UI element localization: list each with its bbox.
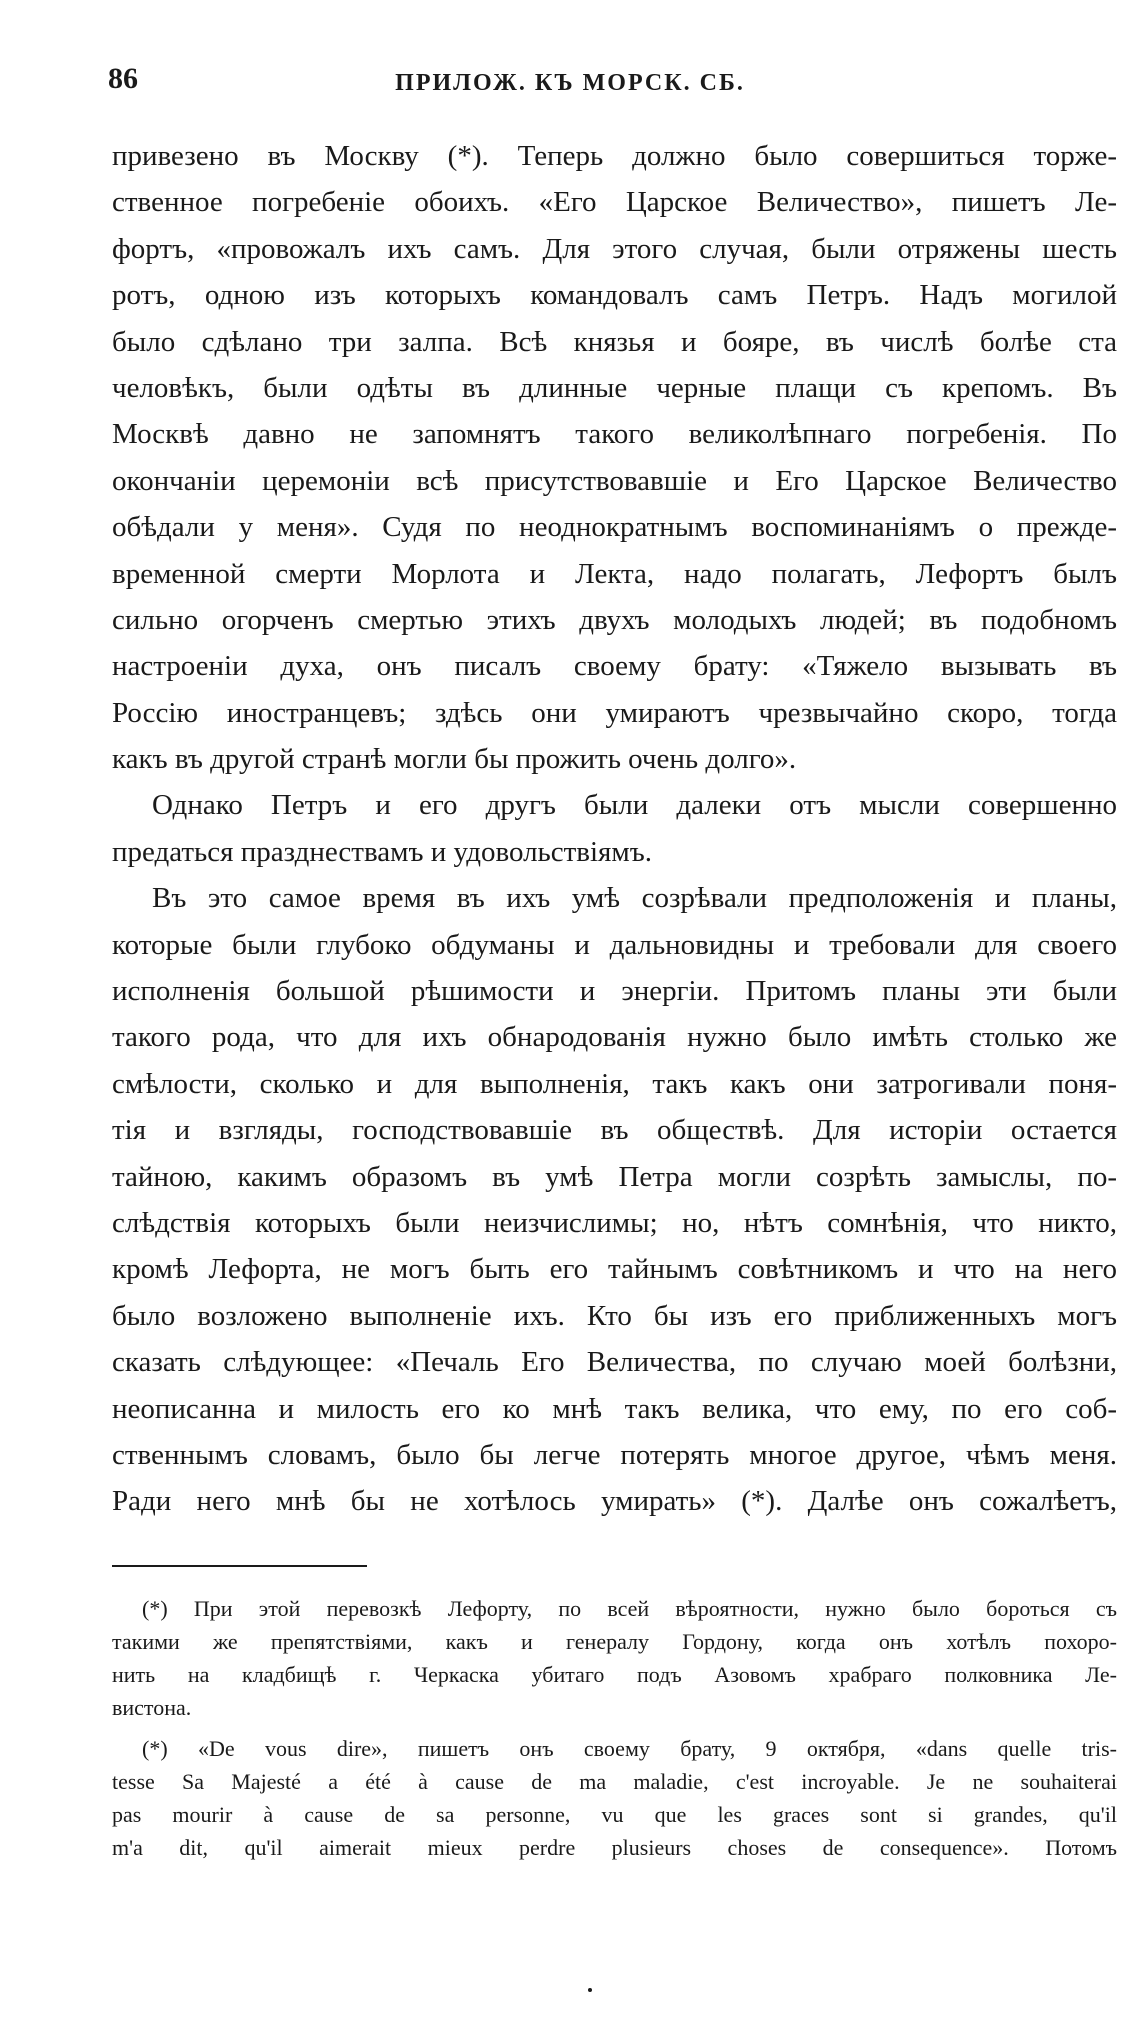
text-line: слѣдствія которыхъ были неизчислимы; но, нѣтъ сомнѣнія, что никто, (112, 1206, 1117, 1239)
text-line: такого рода, что для ихъ обнародованія нужно было имѣть столько же (112, 1021, 1117, 1054)
footnote-line: (*) При этой перевозкѣ Лефорту, по всей вѣроятности, нужно было бороться съ (142, 1596, 1117, 1621)
footnote-line: (*) «De vous dire», пишетъ онъ своему брату, 9 октября, «dans quelle tris- (142, 1736, 1117, 1761)
text-line: ротъ, одною изъ которыхъ командовалъ самъ Петръ. Надъ могилой (112, 279, 1117, 312)
footnote-line: такими же препятствіями, какъ и генералу Гордону, когда онъ хотѣлъ похоро- (112, 1629, 1117, 1654)
text-line: исполненія большой рѣшимости и энергіи. Притомъ планы эти были (112, 975, 1117, 1008)
text-line: тайною, какимъ образомъ въ умѣ Петра могли созрѣть замыслы, по- (112, 1160, 1117, 1193)
text-line: ственное погребеніе обоихъ. «Его Царское Величество», пишетъ Ле- (112, 186, 1117, 219)
text-line: было возложено выполненіе ихъ. Кто бы изъ его приближенныхъ могъ (112, 1299, 1117, 1332)
running-head: ПРИЛОЖ. КЪ МОРСК. СБ. (395, 70, 745, 96)
text-line: окончаніи церемоніи всѣ присутствовавшіе и Его Царское Величество (112, 464, 1117, 497)
text-line: Москвѣ давно не запомнятъ такого великолѣпнаго погребенія. По (112, 418, 1117, 451)
text-line: настроеніи духа, онъ писалъ своему брату: «Тяжело вызывать въ (112, 650, 1117, 683)
text-line: временной смерти Морлота и Лекта, надо полагать, Лефортъ былъ (112, 557, 1117, 590)
text-line: сильно огорченъ смертью этихъ двухъ молодыхъ людей; въ подобномъ (112, 603, 1117, 636)
text-line: неописанна и милость его ко мнѣ такъ велика, что ему, по его соб- (112, 1392, 1117, 1425)
page-number: 86 (108, 62, 138, 95)
text-line: человѣкъ, были одѣты въ длинные черные плащи съ крепомъ. Въ (112, 371, 1117, 404)
text-line: сказать слѣдующее: «Печаль Его Величества, по случаю моей болѣзни, (112, 1346, 1117, 1379)
text-line: тія и взгляды, господствовавшіе въ обществѣ. Для исторіи остается (112, 1114, 1117, 1147)
footnote-line: m'a dit, qu'il aimerait mieux perdre plusieurs choses de consequence». Потомъ (112, 1835, 1117, 1860)
text-line: Ради него мнѣ бы не хотѣлось умирать» (*). Далѣе онъ сожалѣетъ, (112, 1485, 1117, 1518)
text-line: Въ это самое время въ ихъ умѣ созрѣвали предположенія и планы, (152, 882, 1117, 915)
text-line: привезено въ Москву (*). Теперь должно было совершиться торже- (112, 140, 1117, 172)
text-line: предаться празднествамъ и удовольствіямъ. (112, 835, 652, 868)
text-line: кромѣ Лефорта, не могъ быть его тайнымъ совѣтникомъ и что на него (112, 1253, 1117, 1286)
footnote-2 (112, 1732, 1117, 1864)
page-dot-mark (588, 1988, 592, 1992)
text-line: фортъ, «провожалъ ихъ самъ. Для этого случая, были отряжены шесть (112, 232, 1117, 265)
text-line: какъ въ другой странѣ могли бы прожить очень долго». (112, 743, 797, 776)
text-line: обѣдали у меня». Судя по неоднократнымъ воспоминаніямъ о преждe- (112, 511, 1117, 544)
text-line: Однако Петръ и его другъ были далеки отъ мысли совершенно (152, 789, 1117, 822)
footnote-divider (112, 1565, 367, 1567)
footnotes (112, 1592, 1117, 1864)
footnote-line: pas mourir à cause de sa personne, vu que les graces sont si grandes, qu'il (112, 1802, 1117, 1827)
footnote-1 (112, 1592, 1117, 1724)
text-line: Россію иностранцевъ; здѣсь они умираютъ чрезвычайно скоро, тогда (112, 696, 1117, 729)
footnote-line: tesse Sa Majesté a été à cause de ma maladie, c'est incroyable. Je ne souhaiterai (112, 1769, 1117, 1794)
text-line: было сдѣлано три залпа. Всѣ князья и бояре, въ числѣ болѣе ста (112, 325, 1117, 358)
footnote-line: вистона. (112, 1695, 192, 1720)
text-line: смѣлости, сколько и для выполненія, такъ какъ они затрогивали поня- (112, 1067, 1117, 1100)
body-text (112, 133, 1117, 1525)
text-line: которые были глубоко обдуманы и дальновидны и требовали для своего (112, 928, 1117, 961)
footnote-line: нить на кладбищѣ г. Черкаска убитаго подъ Азовомъ храбраго полковника Ле- (112, 1662, 1117, 1687)
text-line: ственнымъ словамъ, было бы легче потерять многое другое, чѣмъ меня. (112, 1438, 1117, 1471)
